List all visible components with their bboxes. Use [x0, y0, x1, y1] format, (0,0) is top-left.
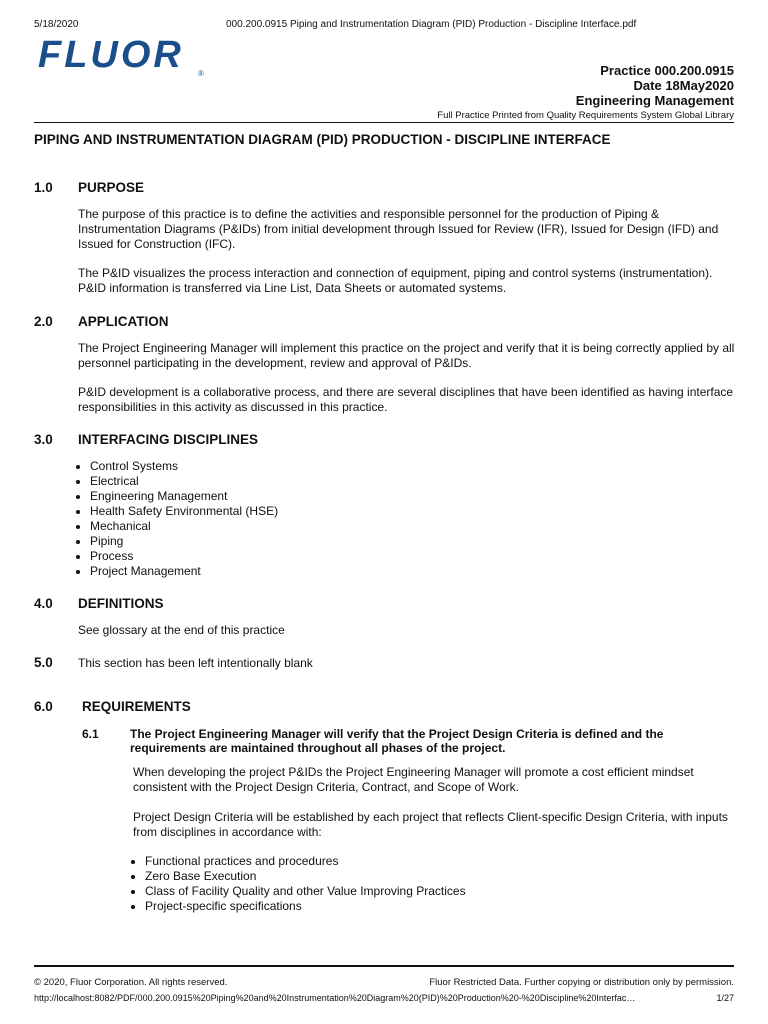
registered-mark: ®	[198, 69, 204, 78]
list-item: • Engineering Management	[90, 489, 278, 504]
section-number: 6.0	[34, 699, 53, 714]
paragraph: See glossary at the end of this practice	[78, 623, 285, 637]
copyright: © 2020, Fluor Corporation. All rights reserved.	[34, 977, 228, 988]
criteria-list	[133, 854, 466, 914]
subsection-number: 6.1	[82, 727, 99, 741]
print-date: 5/18/2020	[34, 19, 79, 30]
list-item: • Health Safety Environmental (HSE)	[90, 504, 278, 519]
list-item: • Functional practices and procedures	[145, 854, 466, 869]
section-heading: INTERFACING DISCIPLINES	[78, 432, 259, 447]
practice-number: Practice 000.200.0915	[600, 63, 734, 78]
list-item: • Project-specific specifications	[145, 899, 466, 914]
disciplines-list	[78, 459, 278, 579]
list-item: • Project Management	[90, 564, 278, 579]
section-heading: APPLICATION	[78, 314, 169, 329]
paragraph: This section has been left intentionally blank	[78, 656, 313, 670]
fluor-logo: FLUOR	[38, 34, 184, 76]
section-number: 5.0	[34, 655, 53, 670]
section-number: 3.0	[34, 432, 53, 447]
department: Engineering Management	[575, 93, 734, 108]
list-item: • Mechanical	[90, 519, 278, 534]
paragraph: P&ID development is a collaborative process, and there are several disciplines that have been identified as having interface responsibilities in this activity as discussed in this practice.	[78, 385, 734, 414]
restricted-notice: Fluor Restricted Data. Further copying or distribution only by permission.	[429, 977, 734, 988]
section-number: 2.0	[34, 314, 53, 329]
paragraph: When developing the project P&IDs the Project Engineering Manager will promote a cost efficient mindset consistent with the Project Design Criteria, Contract, and Scope of Work.	[133, 765, 694, 794]
list-item: • Electrical	[90, 474, 278, 489]
section-heading: REQUIREMENTS	[82, 699, 191, 714]
paragraph: Project Design Criteria will be established by each project that reflects Client-specific Design Criteria, with inputs from disciplines in accordance with:	[133, 810, 728, 839]
printed-from-note: Full Practice Printed from Quality Requirements System Global Library	[437, 110, 734, 121]
file-title: 000.200.0915 Piping and Instrumentation Diagram (PID) Production - Discipline Interface.pdf	[226, 19, 637, 30]
section-number: 4.0	[34, 596, 53, 611]
practice-date: Date 18May2020	[633, 78, 734, 93]
paragraph: The Project Engineering Manager will implement this practice on the project and verify that it is being correctly applied by all personnel participating in the development, review and approval of P&IDs.	[78, 341, 735, 370]
document-title: PIPING AND INSTRUMENTATION DIAGRAM (PID) PRODUCTION - DISCIPLINE INTERFACE	[34, 132, 611, 147]
paragraph: The P&ID visualizes the process interaction and connection of equipment, piping and control systems (instrumentation). P&ID information is transferred via Line List, Data Sheets or automated systems.	[78, 266, 713, 295]
document-url: http://localhost:8082/PDF/000.200.0915%20Piping%20and%20Instrumentation%20Diagram%20(PID)%20Production%20-%20Discipline%20Interfac…	[34, 993, 636, 1003]
paragraph: The purpose of this practice is to define the activities and responsible personnel for the production of Piping & Instrumentation Diagrams (P&IDs) from initial development through Issued for Review (IFR), Issued for Design (IFD) and Issued for Construction (IFC).	[78, 207, 719, 251]
list-item: • Zero Base Execution	[145, 869, 466, 884]
section-heading: PURPOSE	[78, 180, 145, 195]
list-item: • Class of Facility Quality and other Value Improving Practices	[145, 884, 466, 899]
page-number: 1/27	[716, 993, 734, 1003]
footer-divider	[34, 965, 734, 967]
section-heading: DEFINITIONS	[78, 596, 164, 611]
section-number: 1.0	[34, 180, 53, 195]
list-item: • Control Systems	[90, 459, 278, 474]
header-divider	[34, 122, 734, 123]
subsection-heading: The Project Engineering Manager will verify that the Project Design Criteria is defined and the requirements are maintained throughout all phases of the project.	[130, 727, 664, 755]
list-item: • Piping	[90, 534, 278, 549]
list-item: • Process	[90, 549, 278, 564]
